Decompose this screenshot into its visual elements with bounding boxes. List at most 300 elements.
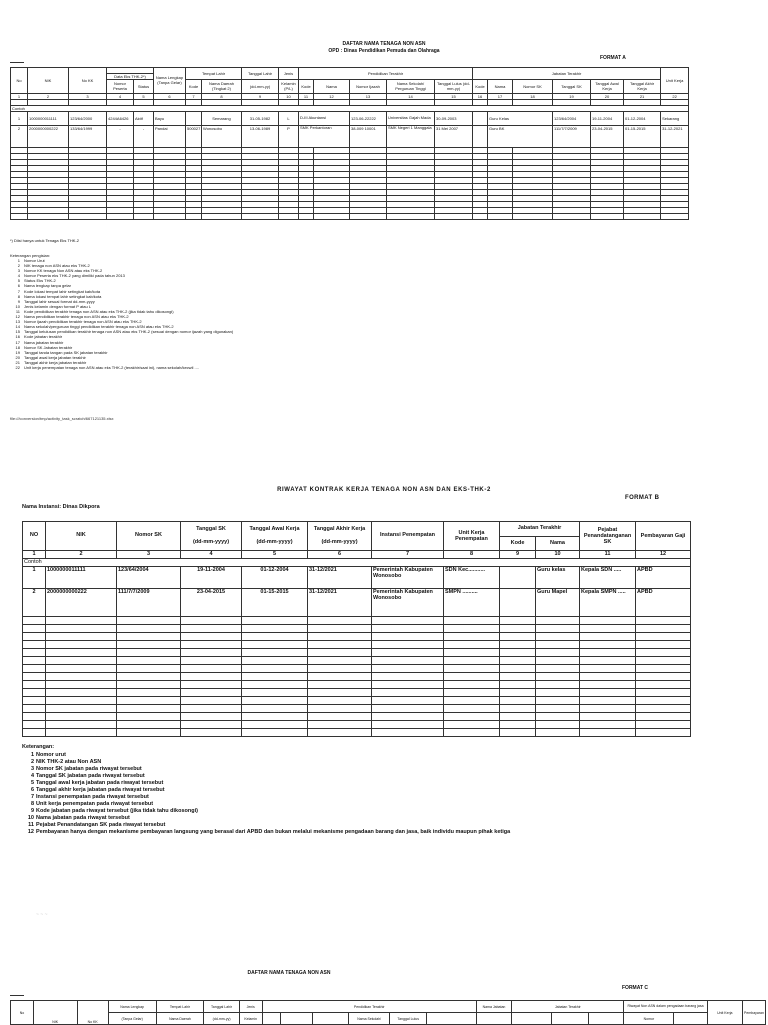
empty-cell (154, 214, 186, 220)
header-tanggal-sk: Tanggal SK (553, 80, 591, 94)
empty-cell (500, 672, 536, 680)
cell: Pemerintah Kabupaten Wonosobo (372, 566, 444, 588)
note-text: Instansi penempatan pada riwayat tersebut (36, 794, 149, 800)
empty-cell (500, 688, 536, 696)
empty-cell (242, 624, 308, 632)
col-number: 22 (661, 94, 689, 100)
col-number: 19 (553, 94, 591, 100)
col-number: 5 (134, 94, 154, 100)
empty-cell (23, 720, 46, 728)
c-header-pendidikan: Pendidikan Terakhir (262, 1001, 476, 1013)
note-text: Nomor ijazah pendidikan terakhir tenaga non ASN atau eks THK-2 (24, 319, 142, 325)
empty-cell (117, 696, 181, 704)
empty-cell (488, 214, 513, 220)
empty-cell (181, 672, 242, 680)
empty-cell (117, 640, 181, 648)
empty-cell (117, 616, 181, 624)
empty-cell (536, 712, 580, 720)
cell: 23-04-2015 (181, 588, 242, 616)
col-number: 10 (279, 94, 299, 100)
empty-cell (500, 624, 536, 632)
note-text: Tanggal tanda tangan pada SK jabatan terakhir (24, 349, 108, 355)
contoh-label: Contoh (11, 106, 689, 112)
empty-cell (589, 1013, 624, 1025)
cell: 123/64/2000 (69, 112, 107, 126)
note-number: 8 (17, 293, 20, 299)
col-number: 11 (299, 94, 314, 100)
empty-cell (242, 672, 308, 680)
empty-cell (444, 624, 500, 632)
empty-cell (181, 720, 242, 728)
col-number: 7 (186, 94, 202, 100)
col-number: 18 (513, 94, 553, 100)
cell: Semarang (202, 112, 242, 126)
note-item (22, 773, 562, 780)
empty-cell (444, 664, 500, 672)
cell: 111/7/7/2009 (553, 126, 591, 148)
empty-cell (117, 632, 181, 640)
empty-cell (281, 1013, 312, 1025)
empty-cell (636, 672, 691, 680)
format-c-label: FORMAT C (622, 985, 649, 991)
empty-cell (134, 214, 154, 220)
empty-cell (372, 720, 444, 728)
note-number: 8 (30, 801, 34, 807)
empty-cell (299, 214, 314, 220)
note-text: Nama jabatan terakhir (24, 339, 64, 345)
empty-cell (242, 704, 308, 712)
empty-cell (117, 656, 181, 664)
empty-cell (117, 648, 181, 656)
b-header-tanggal-akhir: Tanggal Akhir Kerja (308, 522, 372, 537)
empty-cell (181, 688, 242, 696)
empty-cell (23, 712, 46, 720)
header-kode-jab: Kode (473, 80, 488, 94)
note-text: Nama sekolah/perguruan tinggi pendidikan terakhir tenaga non ASN atau eks THK-2 (24, 324, 174, 330)
note-text: Nama lokasi tempat lahir setingkat kab/kota (24, 293, 102, 299)
empty-cell (372, 728, 444, 736)
b-header-ddmmyyyy: (dd-mm-yyyy) (242, 536, 308, 550)
empty-cell (181, 656, 242, 664)
empty-cell (46, 640, 117, 648)
c-header-no-kk: No KK (77, 1001, 108, 1025)
empty-cell (11, 214, 28, 220)
empty-cell (308, 728, 372, 736)
empty-cell (242, 632, 308, 640)
empty-cell (372, 640, 444, 648)
cell: Guru Mapel (536, 588, 580, 616)
empty-cell (23, 688, 46, 696)
cell (186, 112, 202, 126)
empty-cell (308, 688, 372, 696)
empty-cell (444, 688, 500, 696)
empty-cell (46, 680, 117, 688)
header-data-eks: Data Eks THK-2*) (107, 74, 154, 80)
empty-cell (181, 704, 242, 712)
empty-cell (580, 648, 636, 656)
empty-cell (444, 704, 500, 712)
note-number: 9 (30, 808, 34, 814)
col-number: 6 (308, 550, 372, 558)
empty-cell (661, 214, 689, 220)
empty-cell (444, 616, 500, 624)
format-b-instansi: Nama Instansi: Dinas Dikpora (22, 504, 100, 510)
cell: APBD (636, 566, 691, 588)
note-number: 7 (17, 288, 20, 294)
header-nama-jab: Nama (488, 80, 513, 94)
format-a-label: FORMAT A (600, 55, 626, 61)
empty-cell (308, 704, 372, 712)
note-text: Nomor Peserta eks THK-2 yang dimiliki pada tahun 2013 (24, 273, 125, 279)
cell: Aktif (134, 112, 154, 126)
cell: 1 (23, 566, 46, 588)
note-text: Tanggal akhir kerja jabatan terakhir (24, 359, 87, 365)
cell: Pemerintah Kabupaten Wonosobo (372, 588, 444, 616)
note-number: 12 (15, 314, 20, 320)
cell (500, 566, 536, 588)
note-text: Tanggal awal kerja jabatan pada riwayat tersebut (36, 780, 164, 786)
empty-cell (23, 680, 46, 688)
empty-cell (674, 1013, 707, 1025)
note-text: Kode pendidikan terakhir tenaga non ASN atau eks THK-2 (jika tidak tahu dikosongi) (24, 308, 174, 314)
empty-cell (46, 704, 117, 712)
cell: Bayu (154, 112, 186, 126)
empty-cell (23, 640, 46, 648)
cell: Kepala SMPN ..... (580, 588, 636, 616)
c-header-pembayaran: Pembayaran (742, 1001, 765, 1025)
cell (473, 112, 488, 126)
col-number: 17 (488, 94, 513, 100)
header-nama-sekolah: Nama Sekolah/ Perguruan Tinggi (387, 80, 435, 94)
empty-cell (536, 688, 580, 696)
note-text: Tanggal akhir kerja jabatan pada riwayat tersebut (36, 787, 165, 793)
empty-cell (23, 624, 46, 632)
empty-table-row (23, 624, 691, 632)
cell: 2000000000222 (28, 126, 69, 148)
faint-text: ~ ~ ~ (36, 912, 48, 918)
format-b-notes-list (22, 752, 562, 836)
empty-cell (242, 640, 308, 648)
note-item (22, 815, 562, 822)
note-text: Pembayaran hanya dengan mekanisme pembayaran langsung yang berasal dari APBD dan bukan melalui mekanisme pengadaan barang dan jasa, baik individu maupun pihak ketiga (36, 829, 511, 835)
empty-cell (23, 672, 46, 680)
empty-cell (536, 616, 580, 624)
col-number: 13 (350, 94, 387, 100)
empty-cell (23, 616, 46, 624)
note-text: Unit kerja penempatan tenaga non ASN atau eks THK-2 (terakhir/saat ini), nama sekolah/kecwil .... (24, 364, 199, 370)
note-text: NIK THK-2 atau Non ASN (36, 759, 102, 765)
cell: Wonosobo (202, 126, 242, 148)
note-text: Nama pendidikan terakhir tenaga non ASN atau eks THK-2 (24, 314, 129, 320)
empty-cell (636, 664, 691, 672)
header-ddmmyy: (dd-mm-yy) (242, 80, 279, 94)
cell: 123-06-22222 (350, 112, 387, 126)
note-number: 9 (17, 298, 20, 304)
empty-cell (536, 640, 580, 648)
empty-cell (624, 214, 661, 220)
header-kode: Kode (186, 80, 202, 94)
empty-cell (242, 688, 308, 696)
note-item (22, 801, 562, 808)
b-header-pembayaran: Pembayaran Gaji (636, 522, 691, 551)
col-number: 9 (500, 550, 536, 558)
cell: 23-04-2015 (591, 126, 624, 148)
empty-cell (46, 616, 117, 624)
cell: 38-009 10001 (350, 126, 387, 148)
note-number: 15 (15, 329, 20, 335)
cell: 2 (23, 588, 46, 616)
empty-cell (242, 214, 279, 220)
empty-cell (242, 664, 308, 672)
empty-cell (500, 704, 536, 712)
col-number: 3 (69, 94, 107, 100)
empty-cell (350, 214, 387, 220)
empty-cell (636, 656, 691, 664)
empty-cell (117, 672, 181, 680)
cell: 31-12/2021 (308, 566, 372, 588)
cell: - (107, 126, 134, 148)
empty-cell (580, 656, 636, 664)
note-item (22, 829, 562, 836)
note-text: Tanggal SK jabatan pada riwayat tersebut (36, 773, 145, 779)
empty-cell (536, 680, 580, 688)
note-number: 6 (17, 283, 20, 289)
empty-cell (372, 712, 444, 720)
empty-cell (444, 672, 500, 680)
empty-cell (636, 616, 691, 624)
empty-cell (186, 214, 202, 220)
empty-cell (23, 656, 46, 664)
empty-cell (46, 648, 117, 656)
cell: 31-12/2021 (308, 588, 372, 616)
empty-cell (435, 214, 473, 220)
cell: Guru kelas (536, 566, 580, 588)
empty-cell (107, 214, 134, 220)
empty-cell (308, 664, 372, 672)
empty-cell (181, 648, 242, 656)
c-header-nik: NIK (33, 1001, 77, 1025)
empty-cell (117, 664, 181, 672)
c-header-nama-sekolah: Nama Sekolah/ (348, 1013, 390, 1025)
c-header-nama-jabatan: Nama Jabatan (476, 1001, 511, 1013)
empty-table-row (23, 672, 691, 680)
empty-cell (580, 664, 636, 672)
empty-cell (580, 712, 636, 720)
format-b-label: FORMAT B (625, 495, 660, 501)
col-number: 7 (372, 550, 444, 558)
b-header-pejabat: Pejabat Penandatanganan SK (580, 522, 636, 551)
cell: 2000000000222 (46, 588, 117, 616)
cell: 111/7/7/2009 (117, 588, 181, 616)
header-nama-pend: Nama (314, 80, 350, 94)
empty-cell (536, 728, 580, 736)
cell: 500027 (186, 126, 202, 148)
empty-cell (46, 632, 117, 640)
note-item (22, 808, 562, 815)
empty-cell (372, 664, 444, 672)
format-a-notes-title: Keterangan pengisian: (10, 253, 51, 258)
empty-cell (372, 688, 444, 696)
format-c-table (10, 1000, 766, 1025)
empty-cell (636, 632, 691, 640)
note-text: Tanggal lahir sesuai format dd-mm-yyyy (24, 298, 95, 304)
cell: - (134, 126, 154, 148)
note-text: Tanggal awal kerja jabatan terakhir (24, 354, 86, 360)
table-row (23, 566, 691, 588)
note-text: Unit kerja penempatan pada riwayat tersebut (36, 801, 154, 807)
cell: SDN Kec........... (444, 566, 500, 588)
note-number: 5 (17, 278, 20, 284)
empty-cell (117, 704, 181, 712)
empty-cell (46, 696, 117, 704)
empty-table-row (23, 696, 691, 704)
empty-cell (580, 640, 636, 648)
b-header-ddmmyyyy: (dd-mm-yyyy) (308, 536, 372, 550)
empty-cell (308, 616, 372, 624)
empty-cell (372, 672, 444, 680)
corner-dash (10, 995, 24, 996)
cell: 1000000011111 (46, 566, 117, 588)
col-number: 1 (23, 550, 46, 558)
format-c-title: DAFTAR NAMA TENAGA NON ASN (247, 970, 331, 976)
empty-cell (181, 616, 242, 624)
c-header-tanggal-lulus: Tanggal Lulus (390, 1013, 426, 1025)
empty-cell (580, 616, 636, 624)
empty-cell (580, 704, 636, 712)
cell: L (279, 112, 299, 126)
empty-cell (23, 704, 46, 712)
c-header-jabatan: Jabatan Terakhir (512, 1001, 624, 1013)
header-nik: NIK (28, 68, 69, 94)
empty-cell (242, 696, 308, 704)
header-tanggal-akhir: Tanggal Akhir Kerja (624, 80, 661, 94)
empty-cell (242, 648, 308, 656)
cell (473, 126, 488, 148)
note-text: Nomor SK Jabatan terakhir (24, 344, 73, 350)
note-text: Nama jabatan pada riwayat tersebut (36, 815, 130, 821)
empty-cell (308, 696, 372, 704)
empty-cell (444, 656, 500, 664)
header-unit-kerja: Unit Kerja (661, 68, 689, 94)
col-number: 8 (444, 550, 500, 558)
empty-cell (181, 680, 242, 688)
col-number: 6 (154, 94, 186, 100)
empty-cell (591, 214, 624, 220)
empty-cell (372, 616, 444, 624)
cell: SMK Negeri 1 Manggala (387, 126, 435, 148)
note-text: Nomor Urut (24, 258, 45, 263)
empty-table-row (23, 712, 691, 720)
note-number: 1 (17, 258, 20, 263)
header-tanggal-lahir: Tanggal Lahir (242, 68, 279, 80)
empty-cell (308, 712, 372, 720)
cell: Guru Kelas (488, 112, 553, 126)
cell: SMPN .......... (444, 588, 500, 616)
empty-cell (536, 696, 580, 704)
note-number: 11 (15, 308, 20, 314)
col-number: 2 (46, 550, 117, 558)
empty-cell (202, 214, 242, 220)
note-text: Nama lengkap tanpa gelar (24, 283, 71, 289)
note-item (22, 780, 562, 787)
cell: APBD (636, 588, 691, 616)
note-number: 20 (15, 354, 20, 360)
cell: 2 (11, 126, 28, 148)
empty-table-row (23, 664, 691, 672)
col-number: 3 (117, 550, 181, 558)
empty-cell (476, 1013, 511, 1025)
empty-cell (308, 648, 372, 656)
note-number: 11 (28, 822, 34, 828)
empty-cell (46, 712, 117, 720)
empty-cell (636, 680, 691, 688)
empty-cell (500, 640, 536, 648)
empty-cell (444, 728, 500, 736)
empty-table-row (23, 688, 691, 696)
note-text: Nomor SK jabatan pada riwayat tersebut (36, 766, 142, 772)
empty-cell (636, 696, 691, 704)
cell: Sekarang (661, 112, 689, 126)
empty-cell (580, 680, 636, 688)
c-header-nama-lengkap: Nama Lengkap (108, 1001, 156, 1013)
note-number: 10 (15, 303, 20, 309)
note-text: Status Eks THK-2 (24, 278, 56, 284)
empty-cell (500, 728, 536, 736)
empty-cell (46, 624, 117, 632)
empty-table-row (23, 648, 691, 656)
format-b-number-row (23, 550, 691, 558)
empty-table-row (23, 632, 691, 640)
header-no: No (11, 68, 28, 94)
empty-cell (500, 656, 536, 664)
empty-cell (312, 1013, 348, 1025)
note-number: 21 (15, 359, 20, 365)
empty-cell (181, 712, 242, 720)
col-number: 8 (202, 94, 242, 100)
note-text: Nomor urut (36, 752, 66, 758)
cell: SMK Perkantoran (299, 126, 350, 148)
table-row (23, 588, 691, 616)
b-header-jabatan: Jabatan Terakhir (500, 522, 580, 537)
table-row (11, 112, 689, 126)
b-header-unit-kerja: Unit Kerja Penempatan (444, 522, 500, 551)
format-b-table (22, 521, 691, 737)
format-a-table (10, 67, 689, 220)
note-number: 2 (30, 759, 34, 765)
empty-cell (181, 696, 242, 704)
empty-cell (242, 680, 308, 688)
empty-cell (46, 664, 117, 672)
note-text: Tanggal kelulusan pendidikan terakhir tenaga non ASN atau eks THK-2 (sesuai dengan nomor ijazah yang digunakan) (24, 329, 234, 335)
empty-cell (308, 640, 372, 648)
cell: 01-15-2015 (624, 126, 661, 148)
empty-cell (636, 704, 691, 712)
note-number: 6 (30, 787, 34, 793)
note-number: 10 (27, 815, 34, 821)
empty-cell (23, 648, 46, 656)
note-text: Jenis kelamin dengan format P atau L (24, 303, 92, 309)
empty-cell (551, 1013, 588, 1025)
empty-cell (117, 624, 181, 632)
header-no-kk: No KK (69, 68, 107, 94)
cell: 123/64/2004 (553, 112, 591, 126)
empty-cell (444, 648, 500, 656)
c-header-tanpa-gelar: (Tanpa Gelar) (108, 1013, 156, 1025)
col-number: 2 (28, 94, 69, 100)
empty-cell (636, 648, 691, 656)
note-number: 13 (15, 319, 20, 325)
cell: 31 Mei 2007 (435, 126, 473, 148)
